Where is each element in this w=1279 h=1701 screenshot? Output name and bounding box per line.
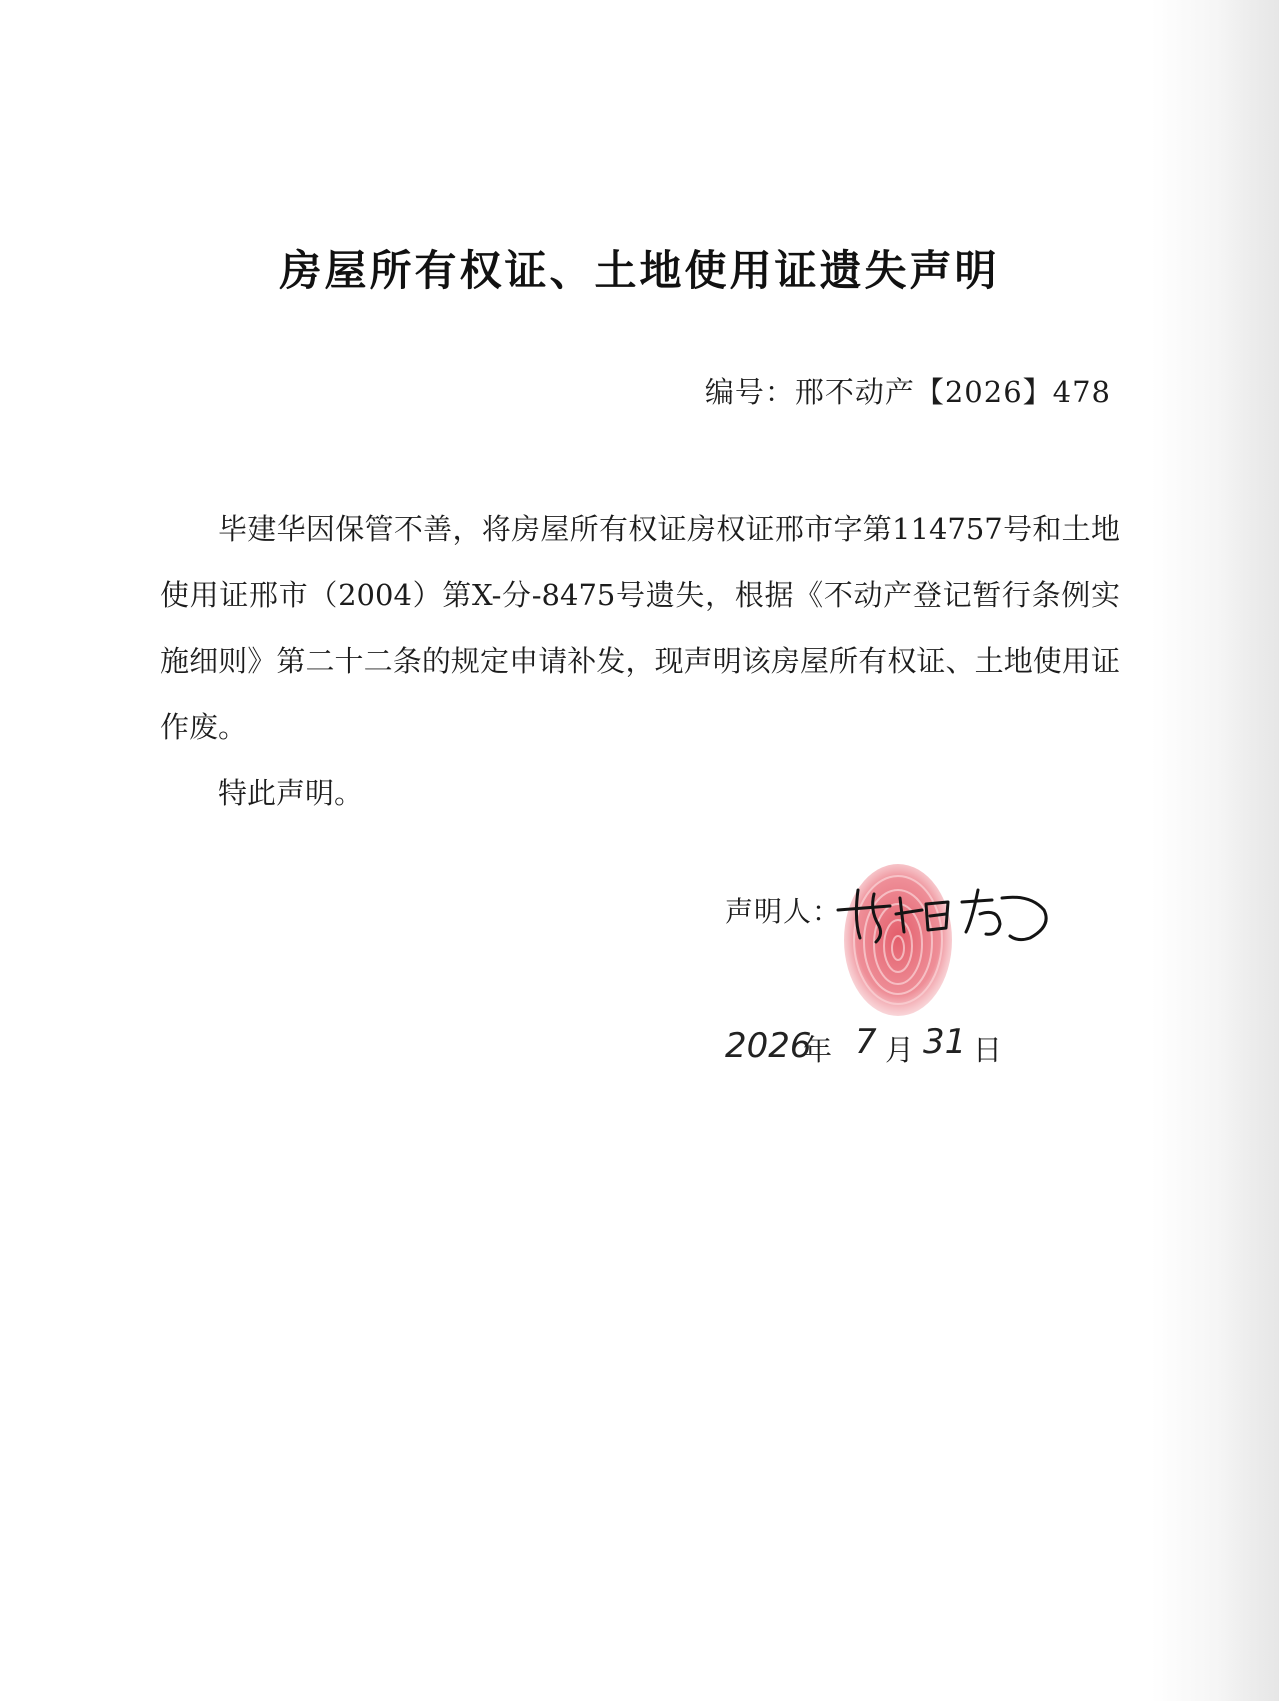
date-day-unit: 日 <box>973 1033 1003 1067</box>
document-body <box>160 496 1120 826</box>
date-month-unit: 月 <box>885 1033 915 1067</box>
date-year: 2026 <box>725 1026 812 1066</box>
document-title: 房屋所有权证、土地使用证遗失声明 <box>279 246 1000 295</box>
closing-paragraph: 特此声明。 <box>218 776 364 810</box>
signature-date <box>725 1012 1025 1082</box>
main-paragraph: 毕建华因保管不善，将房屋所有权证房权证邢市字第114757号和土地使用证邢市（2004）第X-分-8475号遗失，根据《不动产登记暂行条例实施细则》第二十二条的规定申请补发，现声明该房屋所有权证、土地使用证作废。 <box>160 512 1120 744</box>
handwritten-signature <box>830 880 1060 950</box>
date-month: 7 <box>855 1022 877 1062</box>
date-day: 31 <box>923 1022 967 1062</box>
document-number: 编号：邢不动产【2026】478 <box>704 375 1111 409</box>
date-year-unit: 年 <box>803 1033 833 1067</box>
declarant-label: 声明人： <box>725 895 842 928</box>
